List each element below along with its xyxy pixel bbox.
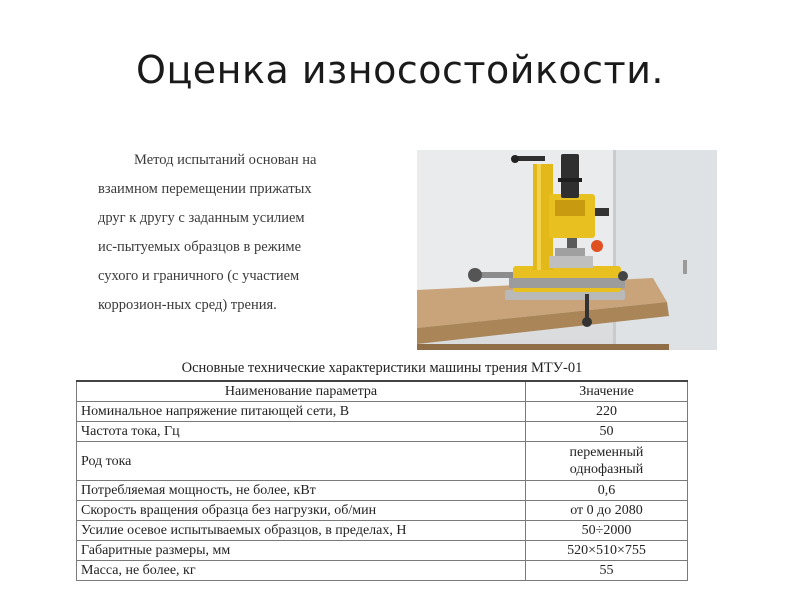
table-row	[77, 561, 688, 581]
description-line: взаимном перемещении прижатых	[98, 181, 312, 197]
parameter-name: Габаритные размеры, мм	[77, 541, 526, 561]
table-row	[77, 521, 688, 541]
specifications-table	[76, 380, 688, 581]
parameter-name: Частота тока, Гц	[77, 422, 526, 442]
parameter-name: Род тока	[77, 442, 526, 481]
table-header-row	[77, 381, 688, 402]
parameter-value: 520×510×755	[526, 541, 688, 561]
table-row	[77, 541, 688, 561]
friction-machine-photo	[417, 150, 717, 350]
parameter-name: Усилие осевое испытываемых образцов, в пределах, Н	[77, 521, 526, 541]
description-line: друг к другу с заданным усилием	[98, 210, 305, 226]
table-row	[77, 501, 688, 521]
method-description	[98, 146, 398, 320]
description-line: коррозион-ных сред) трения.	[98, 297, 277, 313]
parameter-name: Потребляемая мощность, не более, кВт	[77, 481, 526, 501]
table-row	[77, 481, 688, 501]
parameter-name: Масса, не более, кг	[77, 561, 526, 581]
description-line: Метод испытаний основан на	[134, 152, 317, 168]
parameter-value-line2: однофазный	[569, 462, 644, 477]
parameter-name: Номинальное напряжение питающей сети, В	[77, 402, 526, 422]
parameter-value: 0,6	[526, 481, 688, 501]
parameter-value-cell	[526, 442, 688, 481]
description-line: сухого и граничного (с участием	[98, 268, 300, 284]
table-caption: Основные технические характеристики машины трения МТУ-01	[181, 360, 583, 376]
table-row	[77, 402, 688, 422]
description-line: ис-пытуемых образцов в режиме	[98, 239, 302, 255]
parameter-value: 50	[526, 422, 688, 442]
parameter-value: переменный	[569, 445, 644, 460]
table-row	[77, 422, 688, 442]
slide-title: Оценка износостойкости.	[136, 48, 664, 92]
table-row	[77, 442, 688, 481]
parameter-value: 220	[526, 402, 688, 422]
friction-machine-illustration	[417, 150, 717, 350]
parameter-name: Скорость вращения образца без нагрузки, об/мин	[77, 501, 526, 521]
column-header-value: Значение	[526, 381, 688, 402]
column-header-parameter: Наименование параметра	[77, 381, 526, 402]
parameter-value: от 0 до 2080	[526, 501, 688, 521]
parameter-value: 55	[526, 561, 688, 581]
parameter-value: 50÷2000	[526, 521, 688, 541]
